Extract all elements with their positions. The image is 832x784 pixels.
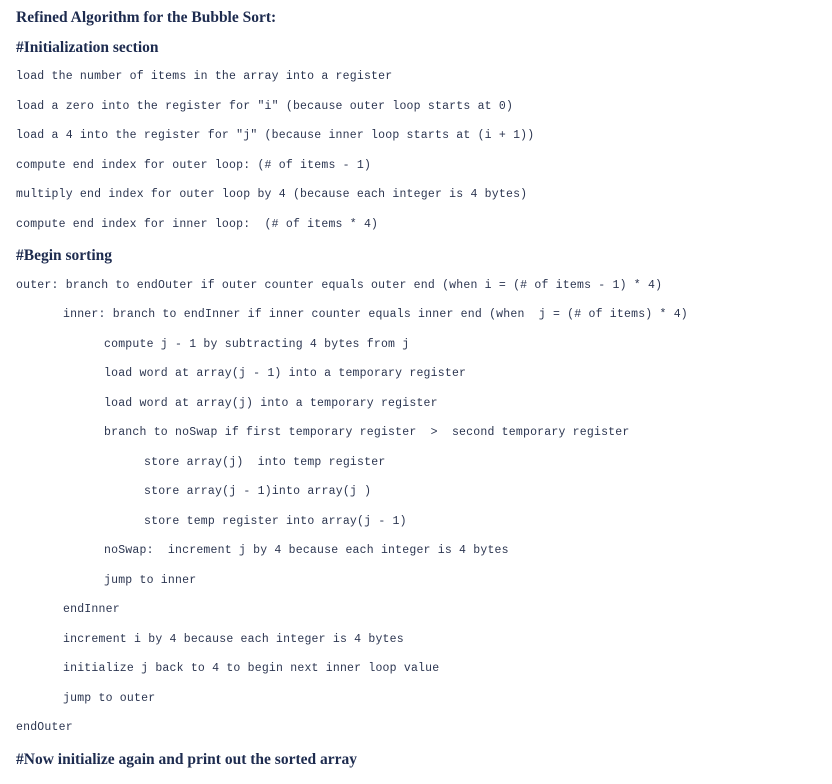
sort-line-endinner: endInner	[63, 603, 120, 616]
page-title: Refined Algorithm for the Bubble Sort:	[16, 9, 277, 26]
init-line-1: load the number of items in the array into a register	[16, 70, 393, 83]
init-line-2: load a zero into the register for "i" (because outer loop starts at 0)	[16, 100, 514, 113]
init-line-5: multiply end index for outer loop by 4 (because each integer is 4 bytes)	[16, 188, 528, 201]
section-heading-initialization: #Initialization section	[16, 39, 159, 56]
sort-line-jump-inner: jump to inner	[104, 574, 197, 587]
sort-line-inner: inner: branch to endInner if inner counter equals inner end (when j = (# of items) * 4)	[63, 308, 688, 321]
section-heading-print: #Now initialize again and print out the sorted array	[16, 751, 357, 768]
init-line-3: load a 4 into the register for "j" (because inner loop starts at (i + 1))	[16, 129, 535, 142]
sort-line-load-j: load word at array(j) into a temporary register	[104, 397, 438, 410]
sort-line-branch-noswap: branch to noSwap if first temporary register > second temporary register	[104, 426, 630, 439]
init-line-6: compute end index for inner loop: (# of items * 4)	[16, 218, 379, 231]
sort-line-reset-j: initialize j back to 4 to begin next inner loop value	[63, 662, 440, 675]
sort-line-store-temp: store array(j) into temp register	[144, 456, 386, 469]
sort-line-outer: outer: branch to endOuter if outer counter equals outer end (when i = (# of items - 1) * 4)	[16, 279, 663, 292]
sort-line-noswap: noSwap: increment j by 4 because each integer is 4 bytes	[104, 544, 509, 557]
sort-line-load-j-minus-1: load word at array(j - 1) into a temporary register	[104, 367, 467, 380]
sort-line-compute-j: compute j - 1 by subtracting 4 bytes from j	[104, 338, 410, 351]
sort-line-increment-i: increment i by 4 because each integer is 4 bytes	[63, 633, 404, 646]
sort-line-endouter: endOuter	[16, 721, 73, 734]
sort-line-jump-outer: jump to outer	[63, 692, 156, 705]
init-line-4: compute end index for outer loop: (# of items - 1)	[16, 159, 372, 172]
sort-line-store-back: store temp register into array(j - 1)	[144, 515, 407, 528]
sort-line-store-swap: store array(j - 1)into array(j )	[144, 485, 372, 498]
section-heading-sorting: #Begin sorting	[16, 247, 113, 264]
